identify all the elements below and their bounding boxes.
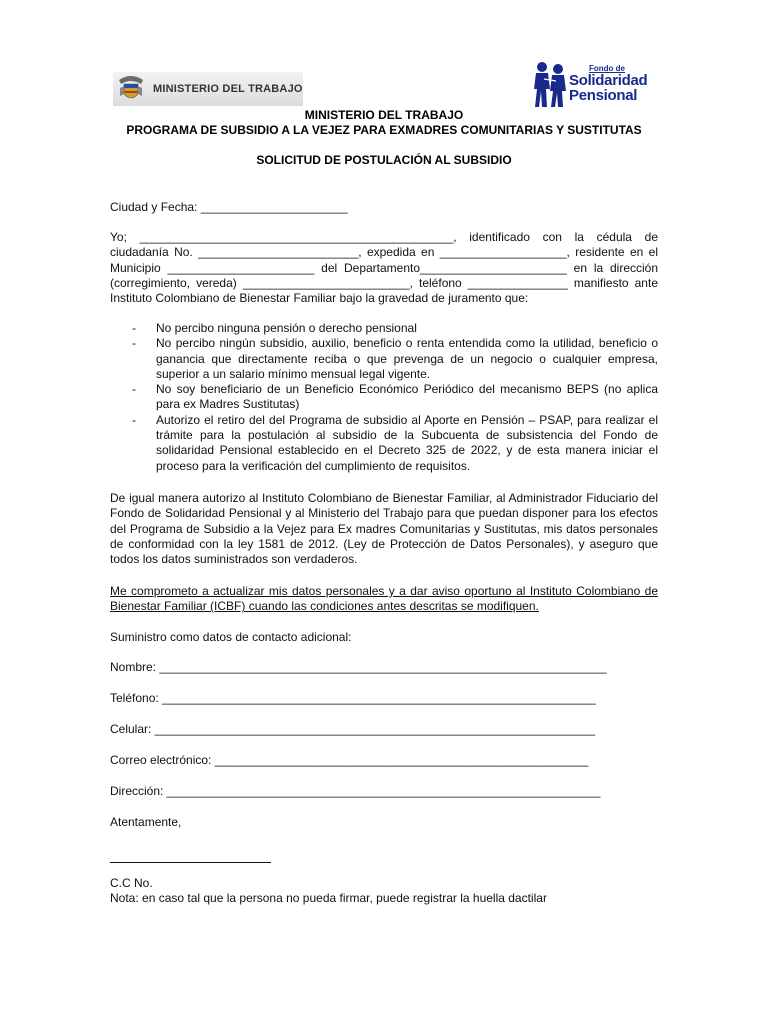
ministerio-logo [113,72,303,106]
list-item: - No percibo ninguna pensión o derecho pensional [132,321,417,335]
document-title-solicitud: SOLICITUD DE POSTULACIÓN AL SUBSIDIO [256,153,512,167]
telefono-field: Teléfono: _________________________________________________________________ [110,691,596,705]
list-item: - Autorizo el retiro del del Programa de subsidio al Aporte en Pensión – PSAP, para realizar el trámite para la postulación al subsidio de la Subcuenta de subsistencia del Fondo de solidaridad Pensional establecido en el Decreto 325 de 2022, y de esta manera iniciar el proceso para la verificación del cumplimiento de requisitos. [132,412,658,473]
fingerprint-note: Nota: en caso tal que la persona no pueda firmar, puede registrar la huella dactilar [110,891,547,905]
coat-of-arms-icon [117,74,145,104]
declaration-list [110,321,658,474]
commitment-paragraph: Me comprometo a actualizar mis datos personales y a dar aviso oportuno al Instituto Colombiano de Bienestar Familiar (ICBF) cuando las condiciones antes descritas se modifiquen. [110,584,658,614]
ciudad-fecha-field: Ciudad y Fecha: ______________________ [110,200,348,214]
people-figures-icon [533,59,567,109]
document-title-ministerio: MINISTERIO DEL TRABAJO [304,108,464,122]
signature-line [110,862,271,863]
celular-field: Celular: __________________________________________________________________ [110,722,596,736]
fondo-logo-line2: Pensional [569,87,638,104]
document-title-programa: PROGRAMA DE SUBSIDIO A LA VEJEZ PARA EXMADRES COMUNITARIAS Y SUSTITUTAS [126,123,642,137]
list-item: - No percibo ningún subsidio, auxilio, beneficio o renta entendida como la utilidad, beneficio o ganancia que directamente reciba o que prevenga de un negocio o cualquier empresa, superior a un salario mínimo mensual legal vigente. [132,336,658,381]
direccion-field: Dirección: _________________________________________________________________ [110,784,601,798]
fondo-logo-small-text: Fondo de [589,64,625,73]
declaration-paragraph: Yo; _______________________________________________, identificado con la cédula de ciudadanía No. ________________________, expedida en ___________________, residente en el Municipio ______________________ del Departamento______________________ en la dirección (corregimiento, vereda) _________________________, teléfono _______________ manifiesto ante Instituto Colombiano de Bienestar Familiar bajo la gravedad de juramento que: [110,230,658,306]
cedula-label: C.C No. [110,876,153,890]
list-item: - No soy beneficiario de un Beneficio Económico Periódico del mecanismo BEPS (no aplica para ex Madres Sustitutas) [132,382,658,412]
ministerio-logo-text: MINISTERIO DEL TRABAJO [153,83,303,95]
fondo-logo-line1: Solidaridad [569,72,648,89]
nombre-field: Nombre: ___________________________________________________________________ [110,660,607,674]
closing-atentamente: Atentamente, [110,815,182,829]
authorization-paragraph: De igual manera autorizo al Instituto Colombiano de Bienestar Familiar, al Administrador Fiduciario del Fondo de Solidaridad Pensional y al Ministerio del Trabajo para que puedan disponer para los efectos del Programa de Subsidio a la Vejez para Ex madres Comunitarias y Sustitutas, mis datos personales de conformidad con la ley 1581 de 2012. (Ley de Protección de Datos Personales), y aseguro que todos los datos suministrados son verdaderos. [110,491,658,567]
contact-data-intro: Suministro como datos de contacto adicional: [110,630,352,644]
correo-field: Correo electrónico: ________________________________________________________ [110,753,589,767]
fondo-solidaridad-logo [533,58,653,110]
